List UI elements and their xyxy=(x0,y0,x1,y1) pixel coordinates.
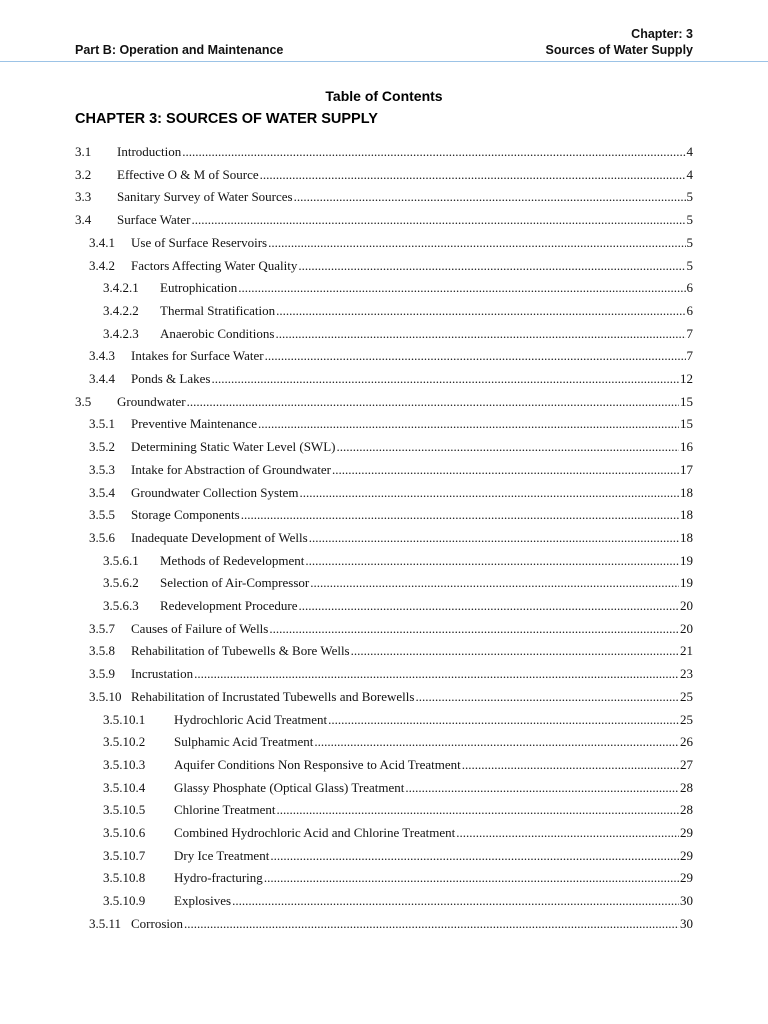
toc-entry-title: Combined Hydrochloric Acid and Chlorine Treatment xyxy=(174,825,456,840)
toc-entry-title: Preventive Maintenance xyxy=(131,416,257,432)
toc-entry[interactable] xyxy=(89,232,693,252)
toc-entry[interactable] xyxy=(75,186,693,206)
toc-entry-page: 30 xyxy=(680,893,693,909)
toc-entry-number: 3.4.4 xyxy=(89,371,115,386)
toc-entry-title: Sulphamic Acid Treatment xyxy=(174,734,314,750)
toc-dot-leader xyxy=(191,212,685,228)
toc-entry-title: Causes of Failure of Wells xyxy=(131,620,269,636)
toc-dot-leader xyxy=(276,303,685,319)
page-header xyxy=(75,26,693,60)
toc-dot-leader xyxy=(456,825,679,841)
toc-entry-title: Storage Components xyxy=(131,507,240,523)
toc-entry[interactable] xyxy=(89,459,693,479)
toc-entry-title: Effective O & M of Source xyxy=(117,166,259,182)
toc-dot-leader xyxy=(332,462,679,478)
toc-entry-title: Incrustation xyxy=(131,666,194,682)
toc-dot-leader xyxy=(314,734,679,750)
toc-entry[interactable] xyxy=(103,731,693,751)
toc-entry-page: 25 xyxy=(680,711,693,727)
toc-entry-number: 3.5.10.6 xyxy=(103,825,146,840)
toc-entry-page: 29 xyxy=(680,870,693,886)
toc-entry-page: 25 xyxy=(680,688,693,704)
toc-entry-number: 3.5.10.4 xyxy=(103,779,146,795)
toc-entry-page: 16 xyxy=(680,439,693,455)
toc-entry-page: 18 xyxy=(680,507,693,523)
toc-entry[interactable] xyxy=(75,164,693,184)
toc-entry-page: 29 xyxy=(680,847,693,863)
toc-entry-page: 30 xyxy=(680,915,693,931)
toc-entry[interactable] xyxy=(103,845,693,865)
toc-dot-leader xyxy=(298,258,685,274)
toc-dot-leader xyxy=(269,621,679,637)
toc-entry-title: Anaerobic Conditions xyxy=(160,325,275,341)
toc-entry[interactable] xyxy=(89,255,693,275)
toc-entry-page: 5 xyxy=(686,189,693,205)
toc-dot-leader xyxy=(238,280,685,296)
toc-entry-title: Selection of Air-Compressor xyxy=(160,575,310,591)
toc-entry[interactable] xyxy=(103,595,693,615)
toc-entry-number: 3.5.8 xyxy=(89,643,115,659)
toc-entry[interactable] xyxy=(89,413,693,433)
toc-entry-title: Redevelopment Procedure xyxy=(160,598,298,613)
toc-dot-leader xyxy=(187,394,679,410)
toc-entry-number: 3.4.2.3 xyxy=(103,325,139,341)
toc-dot-leader xyxy=(294,189,686,205)
toc-entry-number: 3.5.5 xyxy=(89,507,115,523)
toc-entry-number: 3.5.10.9 xyxy=(103,893,146,909)
toc-entry-number: 3.5.7 xyxy=(89,620,115,636)
toc-entry-title: Use of Surface Reservoirs xyxy=(131,234,268,250)
toc-entry[interactable] xyxy=(103,323,693,343)
toc-entry-page: 4 xyxy=(686,144,693,159)
toc-dot-leader xyxy=(415,689,679,705)
toc-entry-number: 3.1 xyxy=(75,144,92,159)
toc-entry-page: 5 xyxy=(686,257,693,273)
toc-entry-number: 3.5.4 xyxy=(89,484,115,500)
toc-entry-number: 3.5.10.1 xyxy=(103,711,146,727)
toc-heading: Table of Contents xyxy=(325,88,443,104)
toc-entry-title: Hydrochloric Acid Treatment xyxy=(174,711,328,727)
toc-entry-page: 23 xyxy=(680,666,693,682)
toc-entry-title: Eutrophication xyxy=(160,280,238,296)
toc-entry-number: 3.3 xyxy=(75,189,92,205)
header-chapter-title: Sources of Water Supply xyxy=(545,43,693,57)
toc-entry[interactable] xyxy=(89,345,693,365)
toc-entry-page: 6 xyxy=(686,280,693,296)
toc-entry-title: Introduction xyxy=(117,144,182,159)
toc-entry-page: 5 xyxy=(686,234,693,250)
toc-dot-leader xyxy=(184,916,679,932)
toc-entry[interactable] xyxy=(89,436,693,456)
toc-entry-title: Factors Affecting Water Quality xyxy=(131,257,298,273)
toc-entry-page: 20 xyxy=(680,620,693,636)
toc-entry-page: 15 xyxy=(680,393,693,409)
toc-dot-leader xyxy=(276,802,679,818)
toc-entry-title: Ponds & Lakes xyxy=(131,371,211,386)
toc-dot-leader xyxy=(336,439,679,455)
toc-entry[interactable] xyxy=(89,368,693,388)
toc-dot-leader xyxy=(328,712,679,728)
toc-entry-number: 3.5.10.7 xyxy=(103,847,146,863)
toc-entry-title: Intake for Abstraction of Groundwater xyxy=(131,461,331,477)
toc-entry-title: Aquifer Conditions Non Responsive to Acid Treatment xyxy=(174,756,461,772)
toc-entry-title: Sanitary Survey of Water Sources xyxy=(117,189,293,205)
toc-entry[interactable] xyxy=(103,867,693,887)
toc-entry-number: 3.5.2 xyxy=(89,439,115,455)
toc-dot-leader xyxy=(309,530,679,546)
toc-entry-title: Rehabilitation of Tubewells & Bore Wells xyxy=(131,643,350,659)
toc-entry-title: Thermal Stratification xyxy=(160,302,276,318)
toc-entry-page: 18 xyxy=(680,484,693,500)
toc-entry-number: 3.4.2.1 xyxy=(103,280,139,296)
toc-entry-page: 17 xyxy=(680,461,693,477)
toc-entry-page: 28 xyxy=(680,779,693,795)
toc-dot-leader xyxy=(299,598,679,614)
toc-entry-page: 19 xyxy=(680,552,693,568)
toc-entry-number: 3.5.6.3 xyxy=(103,598,139,613)
toc-entry-number: 3.5.10.5 xyxy=(103,802,146,818)
toc-entry-title: Intakes for Surface Water xyxy=(131,348,264,364)
toc-entry-number: 3.5.6.2 xyxy=(103,575,139,591)
toc-entry-number: 3.5.1 xyxy=(89,416,115,432)
toc-dot-leader xyxy=(310,575,679,591)
toc-entry-number: 3.5.10.8 xyxy=(103,870,146,886)
toc-dot-leader xyxy=(462,757,679,773)
toc-entry-number: 3.5.10.2 xyxy=(103,734,146,750)
toc-dot-leader xyxy=(260,167,686,183)
toc-entry-page: 27 xyxy=(680,756,693,772)
chapter-heading: CHAPTER 3: SOURCES OF WATER SUPPLY xyxy=(75,111,378,127)
toc-entry-title: Groundwater xyxy=(117,393,186,409)
toc-entry-title: Corrosion xyxy=(131,915,183,931)
toc-entry-number: 3.5.11 xyxy=(89,915,122,931)
toc-entry-number: 3.5.10.3 xyxy=(103,756,146,772)
toc-entry-page: 7 xyxy=(686,348,693,364)
toc-dot-leader xyxy=(265,348,686,364)
toc-entry[interactable] xyxy=(75,391,693,411)
toc-entry[interactable] xyxy=(75,141,693,161)
toc-entry[interactable] xyxy=(103,709,693,729)
toc-entry-title: Glassy Phosphate (Optical Glass) Treatment xyxy=(174,779,405,795)
toc-dot-leader xyxy=(300,485,679,501)
toc-entry-page: 18 xyxy=(680,529,693,545)
toc-dot-leader xyxy=(275,326,685,342)
toc-entry[interactable] xyxy=(103,300,693,320)
toc-entry-title: Determining Static Water Level (SWL) xyxy=(131,439,336,455)
toc-dot-leader xyxy=(264,870,679,886)
toc-entry-page: 20 xyxy=(680,598,693,613)
toc-entry-title: Surface Water xyxy=(117,212,191,228)
toc-dot-leader xyxy=(194,666,679,682)
header-part-label: Part B: Operation and Maintenance xyxy=(75,43,284,57)
toc-entry-number: 3.4.2 xyxy=(89,257,115,273)
header-chapter-number: Chapter: 3 xyxy=(631,27,693,41)
toc-entry[interactable] xyxy=(89,913,693,933)
toc-dot-leader xyxy=(270,848,679,864)
toc-entry-title: Groundwater Collection System xyxy=(131,484,299,500)
toc-entry-page: 12 xyxy=(680,371,693,386)
toc-entry-title: Hydro-fracturing xyxy=(174,870,263,886)
toc-entry-number: 3.4.2.2 xyxy=(103,302,139,318)
toc-dot-leader xyxy=(351,643,679,659)
toc-entry-page: 26 xyxy=(680,734,693,750)
toc-entry[interactable] xyxy=(89,640,693,660)
toc-entry-page: 21 xyxy=(680,643,693,659)
toc-entry-number: 3.5.6.1 xyxy=(103,552,139,568)
toc-entry-page: 15 xyxy=(680,416,693,432)
toc-entry[interactable] xyxy=(89,618,693,638)
toc-entry[interactable] xyxy=(103,277,693,297)
toc-entry-page: 19 xyxy=(680,575,693,591)
toc-entry-page: 4 xyxy=(686,166,693,182)
toc-dot-leader xyxy=(241,507,679,523)
toc-entry[interactable] xyxy=(103,822,693,842)
toc-dot-leader xyxy=(405,780,679,796)
toc-entry-number: 3.4 xyxy=(75,212,92,228)
header-divider xyxy=(0,61,768,62)
toc-dot-leader xyxy=(258,416,679,432)
toc-entry[interactable] xyxy=(103,799,693,819)
toc-entry-page: 6 xyxy=(686,302,693,318)
toc-entry-page: 7 xyxy=(686,325,693,341)
toc-entry[interactable] xyxy=(89,663,693,683)
toc-entry-title: Rehabilitation of Incrustated Tubewells and Borewells xyxy=(131,688,415,704)
toc-dot-leader xyxy=(305,553,679,569)
toc-entry-title: Explosives xyxy=(174,893,232,909)
toc-entry[interactable] xyxy=(103,550,693,570)
toc-entry-title: Inadequate Development of Wells xyxy=(131,529,308,545)
toc-entry-page: 5 xyxy=(686,212,693,228)
toc-dot-leader xyxy=(211,371,679,387)
toc-entry[interactable] xyxy=(103,777,693,797)
toc-entry-number: 3.5.6 xyxy=(89,529,115,545)
toc-entry-number: 3.5 xyxy=(75,393,92,409)
toc-entry-number: 3.4.3 xyxy=(89,348,115,364)
toc-dot-leader xyxy=(232,893,679,909)
header-chapter-block xyxy=(546,26,693,58)
toc-entry-title: Dry Ice Treatment xyxy=(174,847,270,863)
toc-entry[interactable] xyxy=(89,686,693,706)
toc-entry[interactable] xyxy=(89,482,693,502)
toc-dot-leader xyxy=(268,235,685,251)
toc-entry[interactable] xyxy=(103,754,693,774)
toc-entry-number: 3.4.1 xyxy=(89,234,115,250)
toc-entry-number: 3.5.9 xyxy=(89,666,115,682)
toc-entry-number: 3.5.10 xyxy=(89,688,122,704)
toc-entry[interactable] xyxy=(103,572,693,592)
toc-entry-title: Chlorine Treatment xyxy=(174,802,276,818)
toc-entry[interactable] xyxy=(89,504,693,524)
toc-entry[interactable] xyxy=(89,527,693,547)
toc-entry-title: Methods of Redevelopment xyxy=(160,552,305,568)
toc-entry-page: 29 xyxy=(680,825,693,840)
toc-entry-number: 3.2 xyxy=(75,166,92,182)
toc-dot-leader xyxy=(182,144,685,160)
toc-entry[interactable] xyxy=(103,890,693,910)
toc-entry-number: 3.5.3 xyxy=(89,461,115,477)
toc-entry[interactable] xyxy=(75,209,693,229)
toc-entry-page: 28 xyxy=(680,802,693,818)
